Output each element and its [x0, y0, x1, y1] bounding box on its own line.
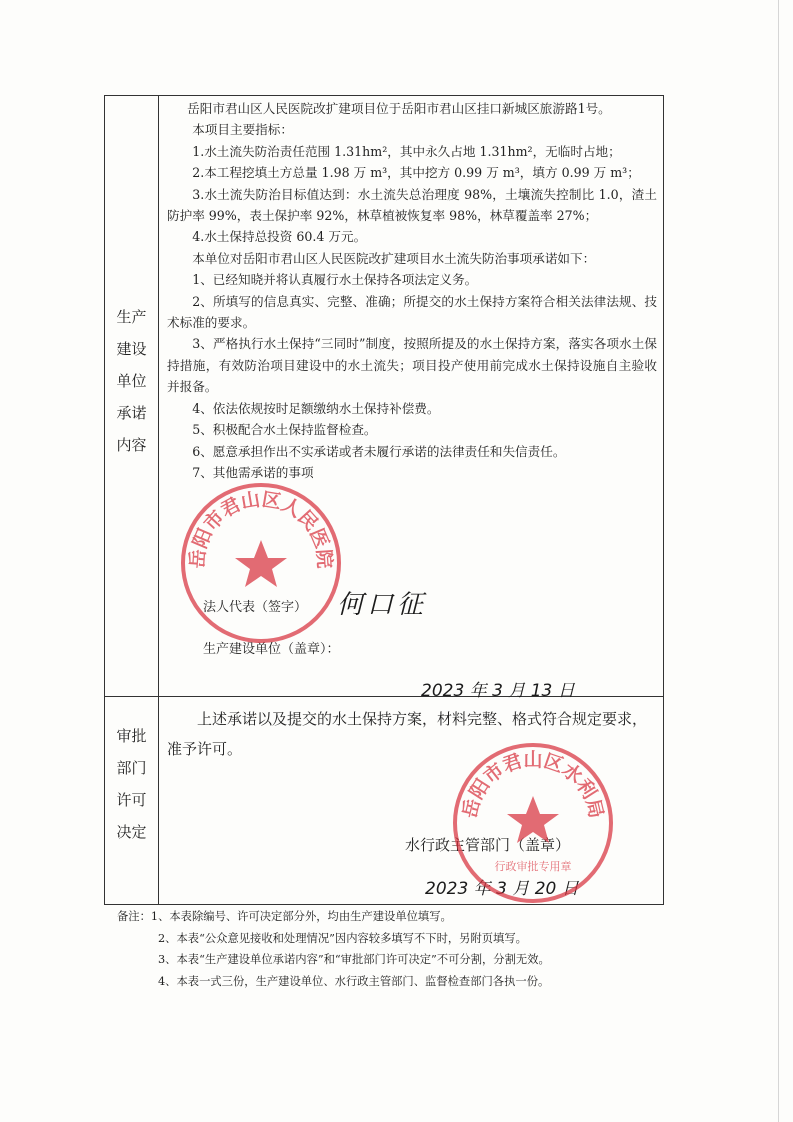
footnotes: [117, 906, 550, 992]
approval-date: 2023 年 3 月 20 日: [425, 879, 579, 899]
approval-text: 上述承诺以及提交的水土保持方案，材料完整、格式符合规定要求，准予许可。: [167, 710, 648, 758]
project-location: 岳阳市君山区人民医院改扩建项目位于岳阳市君山区挂口新城区旅游路1号。: [187, 101, 611, 116]
commitment-item: 6、愿意承担作出不实承诺或者未履行承诺的法律责任和失信责任。: [192, 443, 566, 459]
water-bureau-seal-text: 岳阳市君山区水利局: [458, 749, 608, 821]
commitment-content: [167, 98, 657, 483]
legal-rep-signature: 何口征: [337, 590, 428, 620]
label-line: 审批: [116, 727, 147, 745]
hospital-seal-text: 岳阳市君山区人民医院: [186, 488, 336, 570]
label-line: 许可: [116, 791, 147, 809]
commitment-item: 1、已经知晓并将认真履行水土保持各项法定义务。: [192, 272, 478, 288]
unit-seal-label: 生产建设单位（盖章）：: [203, 642, 340, 657]
commitment-item: 2、所填写的信息真实、完整、准确；所提交的水土保持方案符合相关法律法规、技术标准的要求。: [167, 293, 657, 331]
label-line: 部门: [116, 759, 147, 777]
indicator-3: 3.水土流失防治目标值达到：水土流失总治理度 98%，土壤流失控制比 1.0，渣土防护率 99%，表土保护率 92%，林草植被恢复率 98%，林草覆盖率 27%；: [167, 186, 657, 224]
indicators-heading: 本项目主要指标：: [192, 122, 293, 138]
label-line: 单位: [116, 372, 147, 390]
row-divider: [105, 696, 663, 697]
footnote: 3、本表“生产建设单位承诺内容”和“审批部门许可决定”不可分割，分割无效。: [158, 953, 550, 966]
indicator-2: 2.本工程挖填土方总量 1.98 万 m³，其中挖方 0.99 万 m³，填方 0.99 万 m³；: [192, 165, 640, 181]
commitment-item: 7、其他需承诺的事项: [192, 464, 314, 480]
indicator-4: 4.水土保持总投资 60.4 万元。: [192, 229, 367, 245]
footnote: 备注：1、本表除编号、许可决定部分外，均由生产建设单位填写。: [117, 910, 452, 923]
scan-edge: [778, 0, 779, 1122]
commitment-item: 4、依法依规按时足额缴纳水土保持补偿费。: [192, 400, 440, 416]
hospital-seal: [176, 478, 346, 648]
footnote: 4、本表一式三份，生产建设单位、水行政主管部门、监督检查部门各执一份。: [158, 974, 550, 988]
commitment-item: 3、严格执行水土保持“三同时”制度，按照所提及的水土保持方案，落实各项水土保持措施，有效防治项目建设中的水土流失；项目投产使用前完成水土保持设施自主验收并报备。: [167, 336, 657, 395]
label-line: 生产: [116, 308, 147, 326]
legal-rep-label: 法人代表（签字）: [203, 600, 308, 615]
commitment-date: 2023 年 3 月 13 日: [421, 681, 575, 701]
footnote: 2、本表“公众意见接收和处理情况”因内容较多填写不下时，另附页填写。: [158, 931, 527, 945]
commitment-item: 5、积极配合水土保持监督检查。: [192, 422, 377, 438]
water-bureau-seal-subtext: 行政审批专用章: [494, 860, 572, 873]
label-line: 承诺: [116, 404, 147, 422]
water-bureau-seal: [448, 738, 618, 908]
label-line: 内容: [116, 436, 147, 454]
authority-label: 水行政主管部门（盖章）: [405, 836, 571, 854]
column-divider: [158, 96, 159, 904]
indicator-1: 1.水土流失防治责任范围 1.31hm²，其中永久占地 1.31hm²，无临时占地；: [192, 143, 621, 159]
approval-label: [105, 720, 158, 848]
label-line: 建设: [116, 340, 147, 358]
commitment-intro: 本单位对岳阳市君山区人民医院改扩建项目水土流失防治事项承诺如下：: [192, 250, 596, 266]
label-line: 决定: [116, 823, 147, 841]
commitment-label: [105, 301, 158, 461]
